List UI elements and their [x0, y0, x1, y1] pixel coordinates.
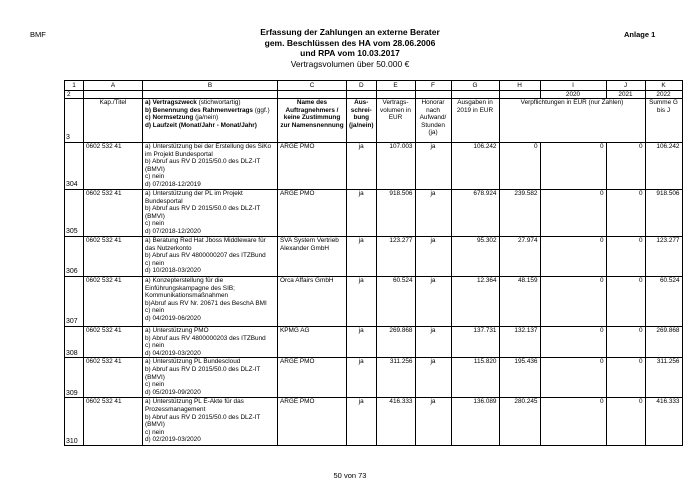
year-2022: 2022 — [645, 91, 682, 99]
cell-v2020: 280.245 — [499, 398, 540, 446]
cell-desc — [143, 327, 278, 358]
cell-name: ARGE PMO — [278, 143, 347, 190]
cell-volumen: 60.524 — [376, 277, 415, 327]
cell-volumen: 123.277 — [376, 237, 415, 277]
description-line: a) Unterstützung der PL im Projekt Bundesportal — [145, 190, 243, 205]
cell-v2022: 0 — [606, 237, 645, 277]
cell-v2022: 0 — [606, 358, 645, 398]
cell-name: ARGE PMO — [278, 358, 347, 398]
cell-desc — [143, 143, 278, 190]
cell-volumen: 918.506 — [376, 190, 415, 237]
cell-v2022: 0 — [606, 143, 645, 190]
cell-kap: 0602 532 41 — [84, 358, 143, 398]
header-ausgaben: Ausgaben in 2019 in EUR — [451, 99, 499, 143]
cell-summe: 269.868 — [645, 327, 682, 358]
column-letter: D — [347, 81, 377, 91]
description-line: a) Unterstützung PL E-Akte für das Prozessmanagement — [145, 398, 244, 413]
cell-ausschreibung: ja — [347, 398, 377, 446]
row-number: 308 — [65, 327, 84, 358]
cell-kap: 0602 532 41 — [84, 237, 143, 277]
cell-ausgaben2019: 12.364 — [451, 277, 499, 327]
cell-volumen: 311.256 — [376, 358, 415, 398]
consultant-payments-table — [64, 80, 683, 446]
header-row — [65, 99, 683, 143]
cell-ausgaben2019: 136.089 — [451, 398, 499, 446]
cell-name: ARGE PMO — [278, 398, 347, 446]
description-line: b) Abruf aus RV 4800000207 des ITZBund — [145, 252, 266, 260]
cell-v2021: 0 — [540, 190, 606, 237]
cell-v2020: 132.137 — [499, 327, 540, 358]
header-honorar: Honorar nach Aufwand/ Stunden (ja) — [415, 99, 451, 143]
cell-summe: 416.333 — [645, 398, 682, 446]
row-number: 307 — [65, 277, 84, 327]
cell-honorar: ja — [415, 398, 451, 446]
cell-desc — [143, 190, 278, 237]
title-line: Erfassung der Zahlungen an externe Berater — [260, 27, 440, 37]
cell-kap: 0602 532 41 — [84, 277, 143, 327]
cell-v2021: 0 — [540, 277, 606, 327]
year-row — [65, 91, 683, 99]
cell-summe: 311.256 — [645, 358, 682, 398]
table-row — [65, 327, 683, 358]
cell-ausschreibung: ja — [347, 327, 377, 358]
cell-ausgaben2019: 106.242 — [451, 143, 499, 190]
description-line: a) Beratung Red Hat Jboss Middleware für das Nutzerkonto — [145, 237, 266, 252]
year-2020: 2020 — [540, 91, 606, 99]
header-verpflichtungen: Verpflichtungen in EUR (nur Zahlen) — [499, 99, 645, 143]
cell-name: KPMG AG — [278, 327, 347, 358]
cell-v2021: 0 — [540, 143, 606, 190]
description-line: c) nein — [145, 259, 165, 267]
cell-v2022: 0 — [606, 277, 645, 327]
description-line: c) nein — [145, 342, 165, 350]
cell-summe: 60.524 — [645, 277, 682, 327]
column-letter: K — [645, 81, 682, 91]
description-line: b) Abruf aus RV 4800000203 des ITZBund — [145, 334, 266, 342]
description-line: b)Abruf aus RV Nr. 20671 des BeschA BMI — [145, 299, 267, 307]
table-row — [65, 398, 683, 446]
column-letter-row — [65, 81, 683, 91]
description-line: d) 10/2018-03/2020 — [145, 267, 201, 275]
cell-volumen: 107.003 — [376, 143, 415, 190]
row-number: 304 — [65, 143, 84, 190]
cell-summe: 918.506 — [645, 190, 682, 237]
description-line: d) 07/2018-12/2019 — [145, 180, 201, 188]
cell-v2021: 0 — [540, 327, 606, 358]
cell-ausgaben2019: 678.924 — [451, 190, 499, 237]
description-line: c) nein — [145, 220, 165, 228]
cell-v2021: 0 — [540, 358, 606, 398]
cell-v2020: 48.159 — [499, 277, 540, 327]
description-line: d) 04/2019-06/2020 — [145, 314, 201, 322]
description-line: d) 02/2019-03/2020 — [145, 436, 201, 444]
cell-kap: 0602 532 41 — [84, 327, 143, 358]
header-summe: Summe G bis J — [645, 99, 682, 143]
cell-v2022: 0 — [606, 398, 645, 446]
cell-kap: 0602 532 41 — [84, 143, 143, 190]
description-line: b) Abruf aus RV D 2015/50.0 des DLZ-IT (BMVI) — [145, 365, 261, 381]
description-line: a) Konzepterstellung für die Einführungskampagne des SIB; Kommunikationsmaßnahmen — [145, 277, 235, 300]
cell-kap: 0602 532 41 — [84, 190, 143, 237]
cell-ausschreibung: ja — [347, 190, 377, 237]
row-number: 310 — [65, 398, 84, 446]
cell-honorar: ja — [415, 277, 451, 327]
table-row — [65, 143, 683, 190]
row-number: 2 — [65, 91, 84, 99]
description-line: c) nein — [145, 428, 165, 436]
cell-honorar: ja — [415, 237, 451, 277]
cell-desc — [143, 237, 278, 277]
header-ausschreibung: Aus- schrei- bung (ja/nein) — [347, 99, 377, 143]
cell-honorar: ja — [415, 358, 451, 398]
cell-desc — [143, 358, 278, 398]
description-line: c) nein — [145, 173, 165, 181]
column-letter: E — [376, 81, 415, 91]
cell-ausschreibung: ja — [347, 237, 377, 277]
description-line: a) Unterstützung bei der Erstellung des SiKo im Projekt Bundesportal — [145, 143, 272, 158]
column-letter: H — [499, 81, 540, 91]
document-origin: BMF — [30, 30, 46, 39]
cell-volumen: 269.868 — [376, 327, 415, 358]
cell-summe: 106.242 — [645, 143, 682, 190]
table-row — [65, 237, 683, 277]
cell-v2020: 239.582 — [499, 190, 540, 237]
header-kap-titel: Kap./Titel — [84, 99, 143, 143]
column-letter: J — [606, 81, 645, 91]
header-auftragnehmer: Name des Auftragnehmers / keine Zustimmung zur Namensnennung — [278, 99, 347, 143]
description-line: b) Abruf aus RV D 2015/50.0 des DLZ-IT (BMVI) — [145, 205, 261, 220]
cell-ausschreibung: ja — [347, 358, 377, 398]
cell-desc — [143, 398, 278, 446]
table-row — [65, 277, 683, 327]
description-line: d) 07/2018-12/2020 — [145, 227, 201, 235]
cell-v2022: 0 — [606, 190, 645, 237]
row-number: 309 — [65, 358, 84, 398]
cell-kap: 0602 532 41 — [84, 398, 143, 446]
description-line: b) Abruf aus RV D 2015/50.0 des DLZ-IT (BMVI) — [145, 158, 261, 173]
column-letter: C — [278, 81, 347, 91]
cell-ausgaben2019: 95.302 — [451, 237, 499, 277]
cell-ausgaben2019: 115.820 — [451, 358, 499, 398]
cell-ausgaben2019: 137.731 — [451, 327, 499, 358]
cell-v2022: 0 — [606, 327, 645, 358]
page-number: 50 von 73 — [333, 471, 367, 480]
description-line: a) Unterstützung PL Bundescloud — [145, 358, 241, 366]
row-number: 305 — [65, 190, 84, 237]
table-row — [65, 358, 683, 398]
cell-honorar: ja — [415, 143, 451, 190]
description-line: d) 05/2019-09/2020 — [145, 388, 201, 396]
column-letter: G — [451, 81, 499, 91]
cell-v2021: 0 — [540, 398, 606, 446]
cell-v2020: 0 — [499, 143, 540, 190]
document-title — [0, 27, 700, 69]
attachment-label: Anlage 1 — [624, 30, 656, 39]
column-letter: A — [84, 81, 143, 91]
year-2021: 2021 — [606, 91, 645, 99]
cell-v2020: 27.974 — [499, 237, 540, 277]
cell-name: ARGE PMO — [278, 190, 347, 237]
document-subtitle: Vertragsvolumen über 50.000 € — [290, 58, 410, 69]
cell-name: SVA System Vertrieb Alexander GmbH — [278, 237, 347, 277]
cell-v2020: 195.436 — [499, 358, 540, 398]
description-line: a) Unterstützung PMO — [145, 327, 209, 334]
cell-volumen: 416.333 — [376, 398, 415, 446]
row-number: 306 — [65, 237, 84, 277]
title-line: gem. Beschlüssen des HA vom 28.06.2006 — [264, 37, 436, 48]
table-row — [65, 190, 683, 237]
cell-desc — [143, 277, 278, 327]
header-vertragsvolumen: Vertrags- volumen in EUR — [376, 99, 415, 143]
cell-name: Orca Affairs GmbH — [278, 277, 347, 327]
title-line: und RPA vom 10.03.2017 — [300, 48, 400, 58]
description-line: c) nein — [145, 307, 165, 315]
column-letter: I — [540, 81, 606, 91]
cell-summe: 123.277 — [645, 237, 682, 277]
header-vertrag: a) Vertragszweck (stichwortartig) b) Benennung des Rahmenvertrags (ggf.) c) Normsetzung (ja/nein) d) Laufzeit (Monat/Jahr - Monat/Jahr) — [143, 99, 278, 143]
column-letter: F — [415, 81, 451, 91]
cell-honorar: ja — [415, 190, 451, 237]
column-letter: B — [143, 81, 278, 91]
cell-ausschreibung: ja — [347, 277, 377, 327]
row-number: 1 — [65, 81, 84, 91]
cell-ausschreibung: ja — [347, 143, 377, 190]
description-line: c) nein — [145, 381, 165, 389]
description-line: d) 04/2019-03/2020 — [145, 349, 201, 357]
cell-v2021: 0 — [540, 237, 606, 277]
description-line: b) Abruf aus RV D 2015/50.0 des DLZ-IT (BMVI) — [145, 413, 261, 429]
cell-honorar: ja — [415, 327, 451, 358]
row-number: 3 — [65, 99, 84, 143]
